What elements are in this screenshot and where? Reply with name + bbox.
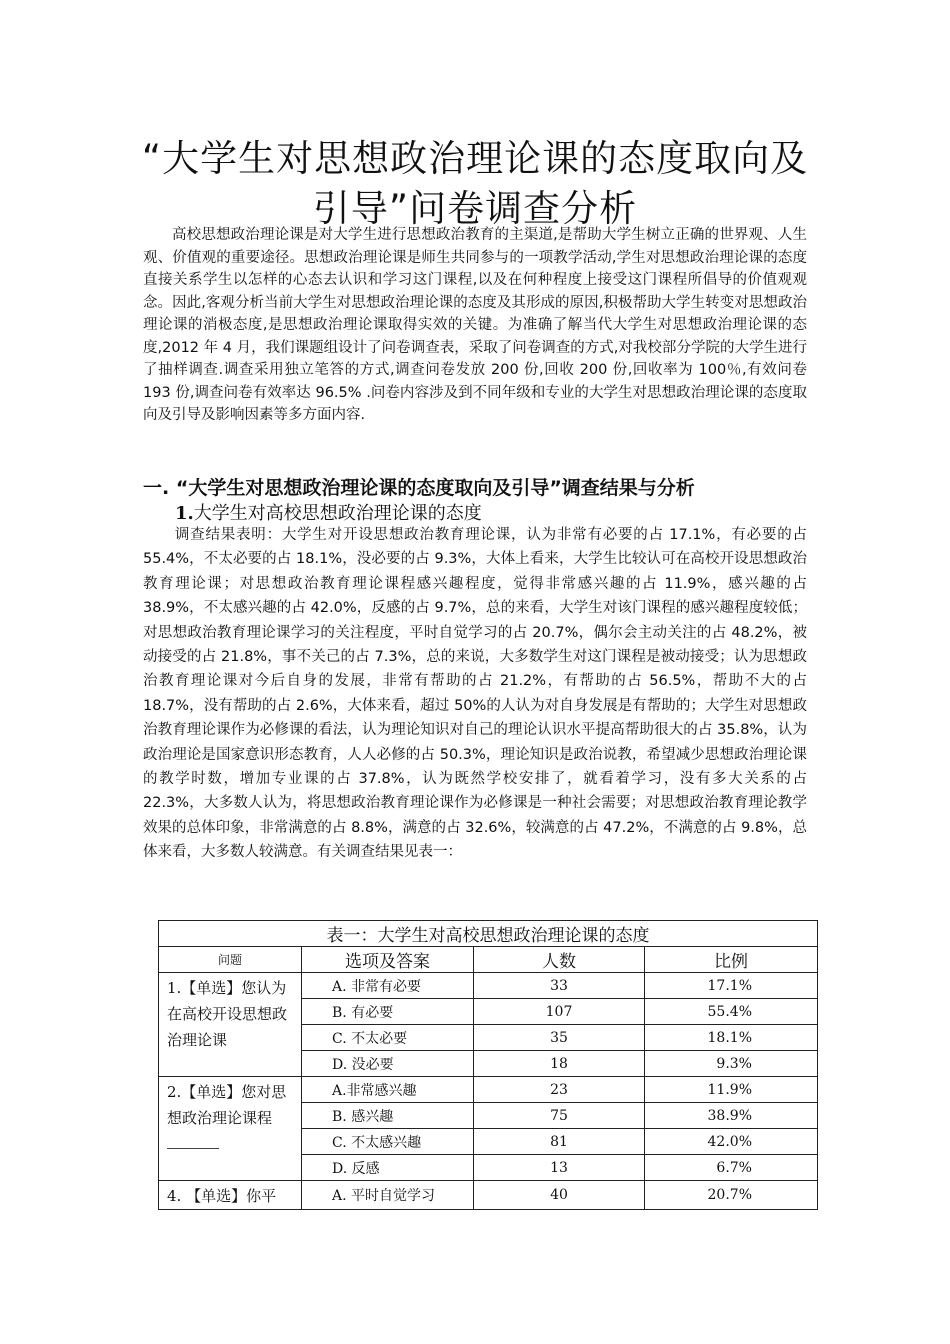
option-count: 81 <box>474 1129 645 1155</box>
option-label: C. 不太感兴趣 <box>302 1129 474 1155</box>
header-option: 选项及答案 <box>302 947 474 973</box>
table-row <box>159 1181 818 1210</box>
option-count: 75 <box>474 1103 645 1129</box>
subsection-title: 大学生对高校思想政治理论课的态度 <box>193 503 482 524</box>
option-count: 23 <box>474 1077 645 1103</box>
question-cell <box>159 1077 302 1181</box>
option-count: 18 <box>474 1051 645 1077</box>
option-ratio: 42.0% <box>645 1129 818 1155</box>
option-label: A.非常感兴趣 <box>302 1077 474 1103</box>
option-label: D. 没必要 <box>302 1051 474 1077</box>
option-label: B. 有必要 <box>302 999 474 1025</box>
question-text: 2.【单选】您对思想政治理论课程 <box>167 1083 287 1127</box>
table-row <box>159 973 818 999</box>
table-header-row <box>159 947 818 973</box>
option-ratio: 6.7% <box>645 1155 818 1181</box>
option-ratio: 20.7% <box>645 1181 818 1210</box>
option-ratio: 55.4% <box>645 999 818 1025</box>
document-title-line-1: “大学生对思想政治理论课的态度取向及 <box>141 137 809 180</box>
option-label: A. 非常有必要 <box>302 973 474 999</box>
table-row <box>159 1077 818 1103</box>
intro-paragraph: 高校思想政治理论课是对大学生进行思想政治教育的主渠道,是帮助大学生树立正确的世界观、人生观、价值观的重要途径。思想政治理论课是师生共同参与的一项教学活动,学生对思想政治理论课的态度直接关系学生以怎样的心态去认识和学习这门课程,以及在何种程度上接受这门课程所倡导的价值观观念。因此,客观分析当前大学生对思想政治理论课的态度及其形成的原因,积极帮助大学生转变对思想政治理论课的消极态度,是思想政治理论课取得实效的关键。为准确了解当代大学生对思想政治理论课的态度,2012 年 4 月，我们课题组设计了问卷调查表，采取了问卷调查的方式,对我校部分学院的大学生进行了抽样调查.调查采用独立笔答的方式,调查问卷发放 200 份,回收 200 份,回收率为 100％,有效问卷 193 份,调查问卷有效率达 96.5% .问卷内容涉及到不同年级和专业的大学生对思想政治理论课的态度取向及引导及影响因素等多方面内容. <box>143 227 807 423</box>
table-caption: 表一：大学生对高校思想政治理论课的态度 <box>159 921 818 947</box>
option-label: C. 不太必要 <box>302 1025 474 1051</box>
header-count: 人数 <box>474 947 645 973</box>
question-cell: 1.【单选】您认为在高校开设思想政治理论课 <box>159 973 302 1077</box>
subsection-heading <box>175 499 482 525</box>
option-count: 33 <box>474 973 645 999</box>
section-heading: 一. “大学生对思想政治理论课的态度取向及引导”调查结果与分析 <box>143 477 695 499</box>
option-ratio: 18.1% <box>645 1025 818 1051</box>
option-ratio: 38.9% <box>645 1103 818 1129</box>
option-ratio: 17.1% <box>645 973 818 999</box>
option-count: 107 <box>474 999 645 1025</box>
option-count: 13 <box>474 1155 645 1181</box>
option-label: D. 反感 <box>302 1155 474 1181</box>
subsection-number: 1. <box>175 503 194 524</box>
document-title-line-2: 引导”问卷调查分析 <box>312 187 638 230</box>
survey-table <box>158 920 818 1210</box>
question-cell: 4. 【单选】你平 <box>159 1181 302 1210</box>
option-label: A. 平时自觉学习 <box>302 1181 474 1210</box>
option-count: 40 <box>474 1181 645 1210</box>
option-ratio: 11.9% <box>645 1077 818 1103</box>
results-paragraph: 调查结果表明：大学生对开设思想政治教育理论课，认为非常有必要的占 17.1%，有必要的占 55.4%，不太必要的占 18.1%，没必要的占 9.3%，大体上看来，大学生比较认可在高校开设思想政治教育理论课；对思想政治教育理论课程感兴趣程度，觉得非常感兴趣的占 11.9%，感兴趣的占 38.9%，不太感兴趣的占 42.0%，反感的占 9.7%，总的来看，大学生对该门课程的感兴趣程度较低；对思想政治教育理论课学习的关注程度，平时自觉学习的占 20.7%，偶尔会主动关注的占 48.2%，被动接受的占 21.8%，事不关己的占 7.3%，总的来说，大多数学生对这门课程是被动接受；认为思想政治教育理论课对今后自身的发展，非常有帮助的占 21.2%，有帮助的占 56.5%，帮助不大的占 18.7%，没有帮助的占 2.6%，大体来看，超过 50%的人认为对自身发展是有帮助的；大学生对思想政治教育理论课作为必修课的看法，认为理论知识对自己的理论认识水平提高帮助很大的占 35.8%，认为政治理论是国家意识形态教育，人人必修的占 50.3%，理论知识是政治说教，希望减少思想政治理论课的教学时数，增加专业课的占 37.8%，认为既然学校安排了，就看着学习，没有多大关系的占 22.3%，大多数人认为，将思想政治教育理论课作为必修课是一种社会需要；对思想政治教育理论教学效果的总体印象，非常满意的占 8.8%，满意的占 32.6%，较满意的占 47.2%，不满意的占 9.8%，总体来看，大多数人较满意。有关调查结果见表一： <box>143 527 807 861</box>
option-ratio: 9.3% <box>645 1051 818 1077</box>
answer-blank <box>167 1136 219 1149</box>
option-count: 35 <box>474 1025 645 1051</box>
header-ratio: 比例 <box>645 947 818 973</box>
header-question: 问题 <box>159 947 302 973</box>
option-label: B. 感兴趣 <box>302 1103 474 1129</box>
